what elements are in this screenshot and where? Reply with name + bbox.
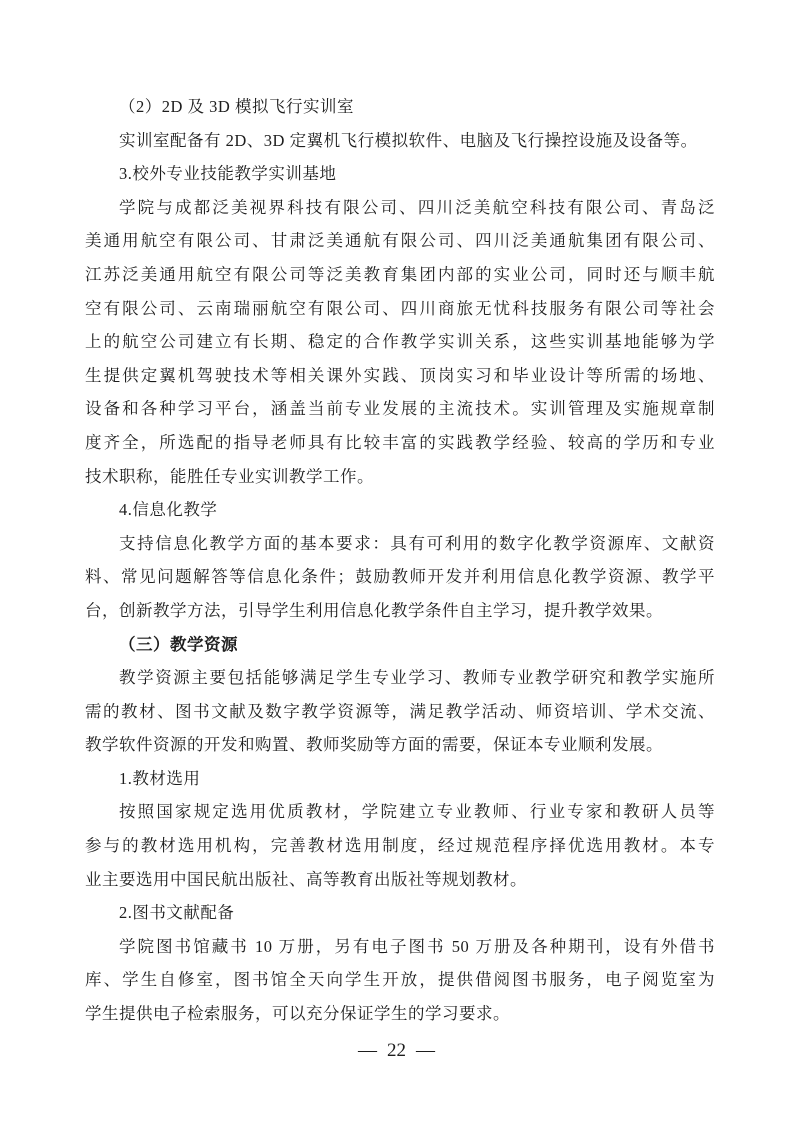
text-line: 设备和各种学习平台，涵盖当前专业发展的主流技术。实训管理及实施规章制 xyxy=(85,399,715,419)
text-line: 按照国家规定选用优质教材，学院建立专业教师、行业专家和教研人员等 xyxy=(119,802,715,822)
text-line: 上的航空公司建立有长期、稳定的合作教学实训关系，这些实训基地能够为学 xyxy=(85,332,715,352)
para-teaching-resources xyxy=(85,661,715,762)
para-offcampus-training-base xyxy=(85,191,715,493)
para-informatization-teaching xyxy=(85,527,715,628)
text-line: 1.教材选用 xyxy=(119,768,201,788)
text-line: 需的教材、图书文献及数字教学资源等，满足教学活动、师资培训、学术交流、 xyxy=(85,701,715,721)
page-number: 22 xyxy=(387,1040,406,1061)
text-line: 生提供定翼机驾驶技术等相关课外实践、顶岗实习和毕业设计等所需的场地、 xyxy=(85,365,715,385)
text-line: 实训室配备有 2D、3D 定翼机飞行模拟软件、电脑及飞行操控设施及设备等。 xyxy=(119,130,698,150)
document-body xyxy=(85,90,715,1031)
heading-sim-flight-lab xyxy=(85,90,715,124)
text-line: 3.校外专业技能教学实训基地 xyxy=(119,164,337,184)
text-line: （2）2D 及 3D 模拟飞行实训室 xyxy=(119,97,354,116)
text-line: 教学资源主要包括能够满足学生专业学习、教师专业教学研究和教学实施所 xyxy=(119,668,715,688)
text-line: 支持信息化教学方面的基本要求：具有可利用的数字化教学资源库、文献资 xyxy=(119,533,715,553)
para-textbook-selection xyxy=(85,795,715,896)
text-line: 库、学生自修室，图书馆全天向学生开放，提供借阅图书服务，电子阅览室为 xyxy=(85,970,715,990)
text-line: 技术职称，能胜任专业实训教学工作。 xyxy=(85,466,374,486)
heading-informatization-teaching xyxy=(85,493,715,527)
text-line: 4.信息化教学 xyxy=(119,500,218,520)
text-line: 度齐全，所选配的指导老师具有比较丰富的实践教学经验、较高的学历和专业 xyxy=(85,432,715,452)
para-sim-lab-equipment xyxy=(85,124,715,158)
text-line: 料、常见问题解答等信息化条件；鼓励教师开发并利用信息化教学资源、教学平 xyxy=(85,567,715,587)
text-line: 台，创新教学方法，引导学生利用信息化教学条件自主学习，提升教学效果。 xyxy=(85,600,663,620)
heading-library-resources xyxy=(85,896,715,930)
text-line: 参与的教材选用机构，完善教材选用制度，经过规范程序择优选用教材。本专 xyxy=(85,836,715,856)
page-footer xyxy=(0,1038,793,1064)
heading-offcampus-training-base xyxy=(85,157,715,191)
text-line: 学院图书馆藏书 10 万册，另有电子图书 50 万册及各种期刊，设有外借书 xyxy=(119,936,715,956)
text-line: 2.图书文献配备 xyxy=(119,903,235,923)
footer-dash-right: — xyxy=(416,1040,435,1061)
text-line: 学院与成都泛美视界科技有限公司、四川泛美航空科技有限公司、青岛泛 xyxy=(119,197,715,217)
text-line: 空有限公司、云南瑞丽航空有限公司、四川商旅无忧科技服务有限公司等社会 xyxy=(85,298,715,318)
text-line: 教学软件资源的开发和购置、教师奖励等方面的需要，保证本专业顺利发展。 xyxy=(85,735,663,755)
text-line: 美通用航空有限公司、甘肃泛美通航有限公司、四川泛美通航集团有限公司、 xyxy=(85,231,715,251)
text-line: （三）教学资源 xyxy=(119,634,238,654)
text-line: 江苏泛美通用航空有限公司等泛美教育集团内部的实业公司，同时还与顺丰航 xyxy=(85,264,715,284)
para-library-resources xyxy=(85,930,715,1031)
heading-textbook-selection xyxy=(85,762,715,796)
text-line: 业主要选用中国民航出版社、高等教育出版社等规划教材。 xyxy=(85,869,527,889)
footer-dash-left: — xyxy=(358,1040,377,1061)
heading-teaching-resources xyxy=(85,628,715,662)
text-line: 学生提供电子检索服务，可以充分保证学生的学习要求。 xyxy=(85,1004,510,1024)
